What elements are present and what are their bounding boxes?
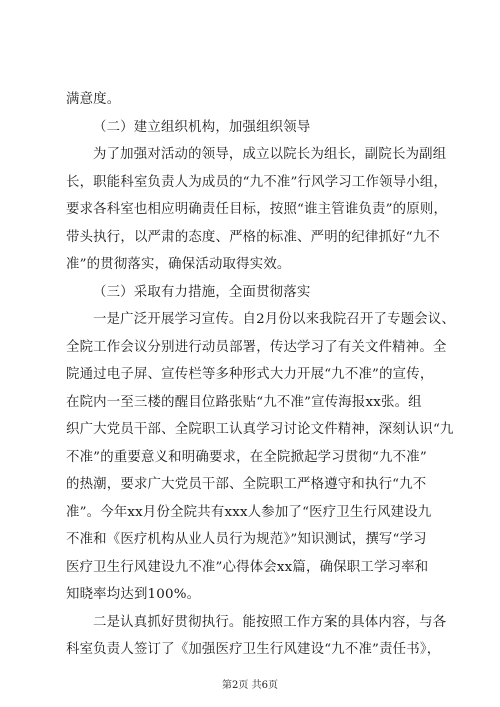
text-line: 准”的贯彻落实，确保活动取得实效。 bbox=[66, 257, 291, 272]
text-line: 科室负责人签订了《加强医疗卫生行风建设“九不准”责任书》， bbox=[66, 642, 441, 657]
section-heading-3: （三）采取有力措施，全面贯彻落实 bbox=[93, 284, 311, 300]
text-line: 要求各科室也相应明确责任目标，按照“谁主管谁负责”的原则， bbox=[66, 202, 448, 217]
page-indicator: 第2页 共6页 bbox=[222, 680, 278, 691]
text-line: 织广大党员干部、全院职工认真学习讨论文件精神，深刻认识“九 bbox=[66, 422, 454, 437]
page-footer bbox=[0, 676, 500, 691]
document-body bbox=[66, 86, 456, 664]
text-line: 长，职能科室负责人为成员的“九不准”行风学习工作领导小组， bbox=[66, 174, 448, 190]
text-line: 不准”的重要意义和明确要求，在全院掀起学习贯彻“九不准” bbox=[66, 449, 427, 465]
paragraph-first-line: 一是广泛开展学习宣传。自2月份以来我院召开了专题会议、 bbox=[93, 312, 456, 327]
text-line: 全院工作会议分别进行动员部署，传达学习了有关文件精神。全 bbox=[66, 339, 447, 355]
section-heading-2: （二）建立组织机构，加强组织领导 bbox=[93, 119, 311, 135]
text-line: 知晓率均达到100%。 bbox=[66, 587, 201, 602]
text-line: 满意度。 bbox=[66, 92, 121, 107]
text-line: 不准和《医疗机构从业人员行为规范》”知识测试，撰写“学习 bbox=[66, 532, 427, 547]
paragraph-first-line: 为了加强对活动的领导，成立以院长为组长，副院长为副组 bbox=[93, 147, 447, 162]
text-line: 院通过电子屏、宣传栏等多种形式大力开展“九不准”的宣传， bbox=[66, 367, 434, 382]
text-line: 带头执行，以严肃的态度、严格的标准、严明的纪律抓好“九不 bbox=[66, 229, 440, 245]
text-line: 在院内一至三楼的醒目位路张贴“九不准”宣传海报xx张。组 bbox=[66, 394, 422, 410]
paragraph-first-line: 二是认真抓好贯彻执行。能按照工作方案的具体内容，与各 bbox=[93, 614, 447, 630]
text-line: 医疗卫生行风建设九不准”心得体会xx篇，确保职工学习率和 bbox=[66, 559, 429, 575]
text-line: 准”。今年xx月份全院共有xxx人参加了“医疗卫生行风建设九 bbox=[66, 504, 432, 520]
text-line: 的热潮，要求广大党员干部、全院职工严格遵守和执行“九不 bbox=[66, 477, 427, 492]
